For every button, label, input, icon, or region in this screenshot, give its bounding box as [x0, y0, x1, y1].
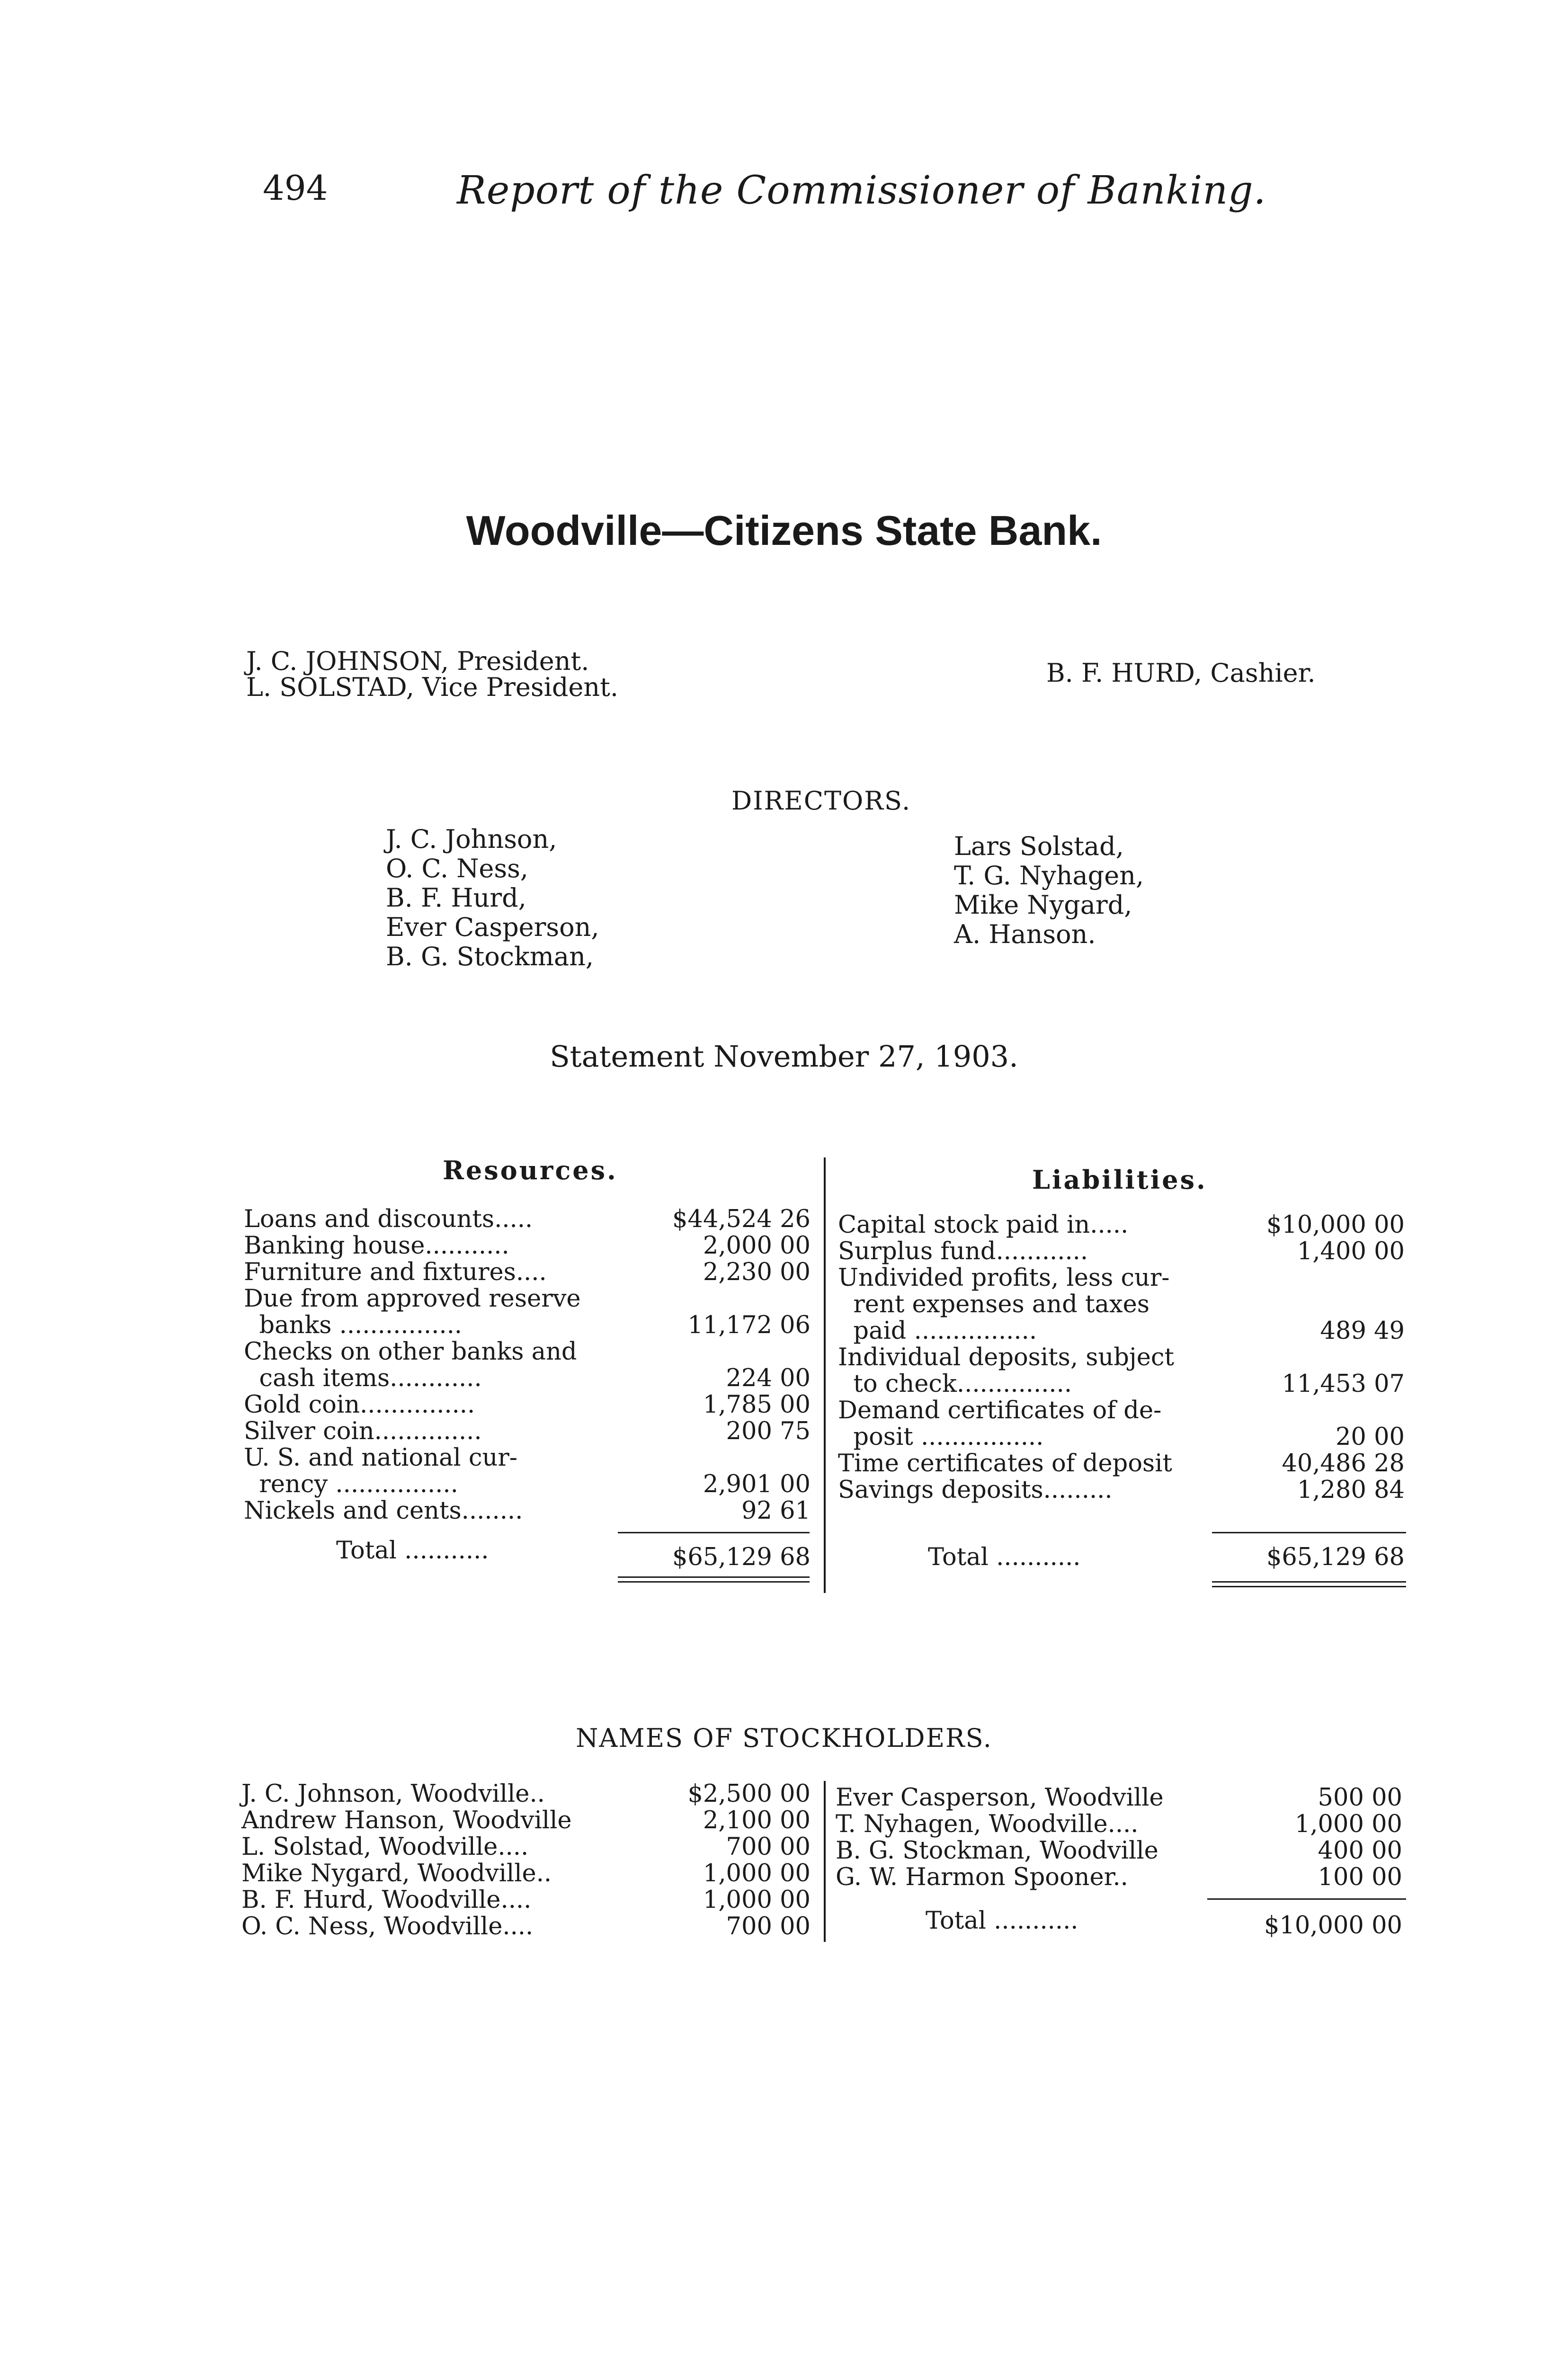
statement-line: Statement November 27, 1903.	[550, 1039, 1018, 1074]
stockholder-name: O. C. Ness, Woodville....	[241, 1913, 534, 1940]
director-name: T. G. Nyhagen,	[954, 861, 1144, 890]
liability-label: posit ................	[838, 1423, 1044, 1451]
liability-row	[838, 1238, 1226, 1265]
stockholder-amount: 2,100 00	[703, 1806, 811, 1834]
resource-label: Banking house...........	[244, 1232, 509, 1260]
stockholder-name: B. G. Stockman, Woodville	[836, 1837, 1158, 1865]
director-name: A. Hanson.	[954, 919, 1096, 949]
resource-amount: 224 00	[726, 1364, 811, 1392]
running-title: Report of the Commissioner of Banking.	[457, 168, 1266, 213]
resource-total: $65,129 68	[672, 1543, 811, 1571]
resource-label: Loans and discounts.....	[244, 1205, 533, 1233]
double-rule	[618, 1581, 810, 1583]
liability-label: Capital stock paid in.....	[838, 1211, 1129, 1239]
resource-row	[244, 1418, 623, 1445]
resource-amount: 2,000 00	[703, 1232, 811, 1260]
cashier: B. F. HURD, Cashier.	[1046, 658, 1316, 688]
resource-row	[244, 1498, 623, 1524]
liability-row	[838, 1397, 1226, 1450]
stockholder-amount: 500 00	[1318, 1784, 1402, 1812]
liability-amount: 20 00	[1335, 1423, 1405, 1451]
stockholders-total-label: Total ...........	[926, 1907, 1078, 1935]
resource-row	[244, 1445, 623, 1498]
stockholder-amount: 700 00	[726, 1833, 811, 1861]
liability-label: Demand certificates of de-	[838, 1397, 1162, 1424]
stockholders-total: $10,000 00	[1264, 1912, 1402, 1940]
resource-row	[244, 1259, 623, 1286]
column-divider	[824, 1157, 826, 1593]
liability-amount: 11,453 07	[1282, 1370, 1405, 1398]
liability-amount: 1,280 84	[1297, 1476, 1405, 1504]
liability-label: to check...............	[838, 1370, 1072, 1398]
director-name: B. F. Hurd,	[386, 883, 526, 913]
stockholder-name: Mike Nygard, Woodville..	[241, 1860, 552, 1887]
stockholder-amount: 1,000 00	[1294, 1810, 1402, 1838]
total-rule	[1207, 1898, 1406, 1900]
resource-amount: 1,785 00	[703, 1391, 811, 1419]
stockholder-name: G. W. Harmon Spooner..	[836, 1863, 1128, 1891]
resource-label: Nickels and cents........	[244, 1497, 523, 1525]
liability-total-label: Total ...........	[928, 1543, 1081, 1571]
bank-title: Woodville—Citizens State Bank.	[466, 507, 1102, 554]
director-name: B. G. Stockman,	[386, 942, 594, 971]
resource-row	[244, 1339, 623, 1392]
liabilities-heading: Liabilities.	[1032, 1165, 1207, 1195]
director-name: Ever Casperson,	[386, 912, 599, 942]
resource-label: banks ................	[244, 1311, 462, 1339]
liability-row	[838, 1450, 1226, 1477]
stockholder-amount: 700 00	[726, 1913, 811, 1940]
resource-amount: $44,524 26	[672, 1205, 811, 1233]
liability-amount: 40,486 28	[1282, 1450, 1405, 1477]
directors-left-list	[386, 825, 599, 971]
stockholder-amount: 1,000 00	[703, 1860, 811, 1887]
total-rule	[618, 1532, 810, 1533]
stockholder-name: B. F. Hurd, Woodville....	[241, 1886, 532, 1914]
liability-label: rent expenses and taxes	[838, 1290, 1150, 1318]
resource-row	[244, 1233, 623, 1259]
resource-label: Silver coin..............	[244, 1417, 482, 1445]
liability-row	[838, 1212, 1226, 1238]
liability-row	[838, 1265, 1226, 1344]
double-rule	[618, 1576, 810, 1578]
resource-label: rency ................	[244, 1470, 458, 1498]
stockholders-heading: NAMES OF STOCKHOLDERS.	[576, 1723, 992, 1753]
liability-row	[838, 1344, 1226, 1397]
stockholder-name: T. Nyhagen, Woodville....	[836, 1810, 1139, 1838]
resource-amount: 2,230 00	[703, 1258, 811, 1286]
resource-label: Gold coin...............	[244, 1391, 475, 1419]
resource-label: Checks on other banks and	[244, 1338, 577, 1366]
directors-right-list	[954, 832, 1144, 949]
resource-amount: 200 75	[726, 1417, 811, 1445]
resource-label: U. S. and national cur-	[244, 1444, 517, 1472]
director-name: Lars Solstad,	[954, 831, 1124, 861]
director-name: Mike Nygard,	[954, 890, 1132, 920]
stockholder-name: J. C. Johnson, Woodville..	[241, 1780, 545, 1808]
page-number: 494	[263, 168, 328, 208]
resource-row	[244, 1392, 623, 1418]
liability-label: Surplus fund............	[838, 1237, 1088, 1265]
stockholder-name: L. Solstad, Woodville....	[241, 1833, 529, 1861]
double-rule	[1212, 1581, 1406, 1583]
director-name: J. C. Johnson,	[386, 824, 557, 854]
resource-label: Furniture and fixtures....	[244, 1258, 547, 1286]
resource-row	[244, 1206, 623, 1233]
resources-heading: Resources.	[443, 1155, 618, 1185]
president: J. C. JOHNSON, President.	[246, 646, 589, 676]
directors-heading: DIRECTORS.	[731, 786, 911, 816]
liability-label: Savings deposits.........	[838, 1476, 1113, 1504]
liability-row	[838, 1477, 1226, 1504]
vice-president: L. SOLSTAD, Vice President.	[246, 672, 619, 702]
resource-amount: 92 61	[741, 1497, 811, 1525]
stockholder-amount: $2,500 00	[687, 1780, 811, 1808]
liability-amount: 489 49	[1320, 1317, 1405, 1345]
stockholder-amount: 1,000 00	[703, 1886, 811, 1914]
liability-total: $65,129 68	[1266, 1543, 1405, 1571]
director-name: O. C. Ness,	[386, 854, 528, 883]
resource-amount: 2,901 00	[703, 1470, 811, 1498]
liability-label: Individual deposits, subject	[838, 1344, 1174, 1371]
double-rule	[1212, 1586, 1406, 1587]
resource-amount: 11,172 06	[687, 1311, 811, 1339]
stockholders-divider	[824, 1781, 826, 1942]
liability-label: Time certificates of deposit	[838, 1450, 1173, 1477]
total-rule	[1212, 1532, 1406, 1533]
resource-label: Due from approved reserve	[244, 1285, 581, 1313]
stockholder-amount: 400 00	[1318, 1837, 1402, 1865]
resource-label: cash items............	[244, 1364, 482, 1392]
stockholder-amount: 100 00	[1318, 1863, 1402, 1891]
liability-label: paid ................	[838, 1317, 1037, 1345]
liability-label: Undivided profits, less cur-	[838, 1264, 1170, 1292]
stockholder-name: Ever Casperson, Woodville	[836, 1784, 1164, 1812]
liability-amount: $10,000 00	[1266, 1211, 1405, 1239]
stockholder-name: Andrew Hanson, Woodville	[241, 1806, 572, 1834]
liability-amount: 1,400 00	[1297, 1237, 1405, 1265]
resource-row	[244, 1286, 623, 1339]
resource-total-label: Total ...........	[336, 1537, 489, 1565]
